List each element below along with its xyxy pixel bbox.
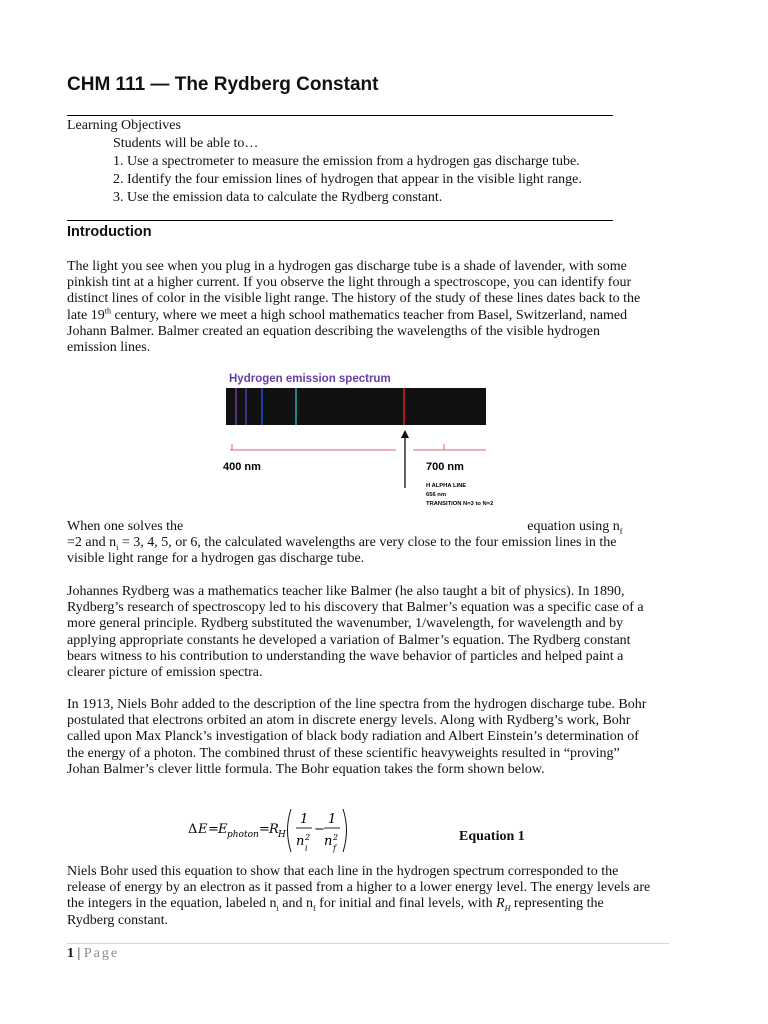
label-700nm: 700 nm	[426, 461, 464, 473]
page-footer	[67, 946, 119, 962]
page-number: 1	[67, 946, 74, 961]
svg-text:E: E	[198, 822, 208, 837]
page-title: CHM 111 — The Rydberg Constant	[67, 74, 379, 95]
objectives-intro: Students will be able to…	[113, 136, 259, 151]
learning-objectives	[67, 117, 582, 207]
hydrogen-spectrum-figure	[222, 366, 532, 516]
paragraph-bohr: In 1913, Niels Bohr added to the description of the line spectra from the hydrogen discharge tube. Bohr postulated that electrons orbited an atom in discrete energy levels. Along with Rydberg’s work, Bohr called upon Max Planck’s investigation of black body radiation and Albert Einstein’s determination of the energy of a photon. The combined thrust of these scientific heavyweights resulted in “proving” Johan Balmer’s clever little formula. The Bohr equation takes the form shown below.	[67, 697, 647, 777]
paragraph-balmer: When one solves the equation using $n_f$ =2 and $n_i = 3$, 4, 5, or 6, the calculated wavelengths are very close to the four emission lines in the visible light range for a hydrogen gas discharge tube.	[67, 519, 623, 567]
svg-text:−: −	[314, 822, 325, 837]
objective-item: 3. Use the emission data to calculate the Rydberg constant.	[113, 190, 443, 205]
svg-text:=: =	[259, 822, 270, 837]
label-400nm: 400 nm	[223, 461, 261, 473]
objective-item: 1. Use a spectrometer to measure the emission from a hydrogen gas discharge tube.	[113, 154, 580, 169]
footer-divider	[67, 943, 669, 944]
equation-label: Equation 1	[459, 829, 525, 844]
page-word: Page	[83, 946, 120, 961]
svg-text:i: i	[305, 844, 308, 853]
bohr-equation	[188, 806, 358, 860]
svg-text:f: f	[333, 844, 336, 853]
equation-graphic	[188, 806, 358, 856]
svg-text:n: n	[296, 834, 305, 849]
svg-text:H: H	[278, 830, 286, 840]
alpha-wavelength: 656 nm	[426, 492, 446, 498]
arrow-head-icon	[401, 430, 409, 438]
spectrum-band	[226, 388, 486, 425]
svg-text:1: 1	[300, 812, 309, 827]
divider	[67, 115, 613, 116]
alpha-line-label: H ALPHA LINE	[426, 483, 467, 489]
paragraph-rydberg: Johannes Rydberg was a mathematics teacher like Balmer (he also taught a bit of physics). In 1890, Rydberg’s research of spectroscopy led to his discovery that Balmer’s equation was a specific case of a more general principle. Rydberg substituted the wavenumber, 1/wavelength, for wavelength and by applying appropriate constants he developed a variation of Balmer’s equation. The Rydberg constant bears witness to his contribution to understanding the wave behavior of particles and helped paint a clearer picture of emission spectra.	[67, 584, 644, 681]
svg-text:E: E	[218, 822, 228, 837]
svg-text:2: 2	[305, 833, 311, 842]
footer-separator: |	[74, 946, 84, 961]
svg-text:1: 1	[328, 812, 337, 827]
objective-item: 2. Identify the four emission lines of hydrogen that appear in the visible light range.	[113, 172, 582, 187]
svg-text:photon: photon	[227, 830, 259, 840]
divider	[67, 220, 613, 221]
svg-text:R: R	[269, 822, 279, 837]
objectives-heading: Learning Objectives	[67, 118, 181, 133]
paragraph-energy-levels: Niels Bohr used this equation to show that each line in the hydrogen spectrum corresponded to the release of energy by an electron as it passed from a higher to a lower energy level. The energy levels are the integers in the equation, labeled $n_i$ and $n_f$ for initial and final levels, with $R_H$ representing the Rydberg constant.	[67, 864, 651, 928]
figure-title: Hydrogen emission spectrum	[229, 373, 391, 385]
svg-text:Δ: Δ	[188, 822, 198, 837]
section-heading-introduction: Introduction	[67, 224, 152, 240]
svg-text:=: =	[208, 822, 219, 837]
alpha-transition: TRANSITION N=3 to N=2	[426, 501, 494, 507]
svg-text:n: n	[324, 834, 333, 849]
paragraph-intro: The light you see when you plug in a hydrogen gas discharge tube is a shade of lavender, with some pinkish tint at a higher current. If you observe the light through a spectroscope, you can identify four distinct lines of color in the visible light range. The history of the study of these lines dates back to the late 19th century, where we meet a high school mathematics teacher from Basel, Switzerland, named Johann Balmer. Balmer created an equation describing the wavelengths of the visible hydrogen emission lines.	[67, 259, 641, 356]
svg-text:2: 2	[333, 833, 339, 842]
